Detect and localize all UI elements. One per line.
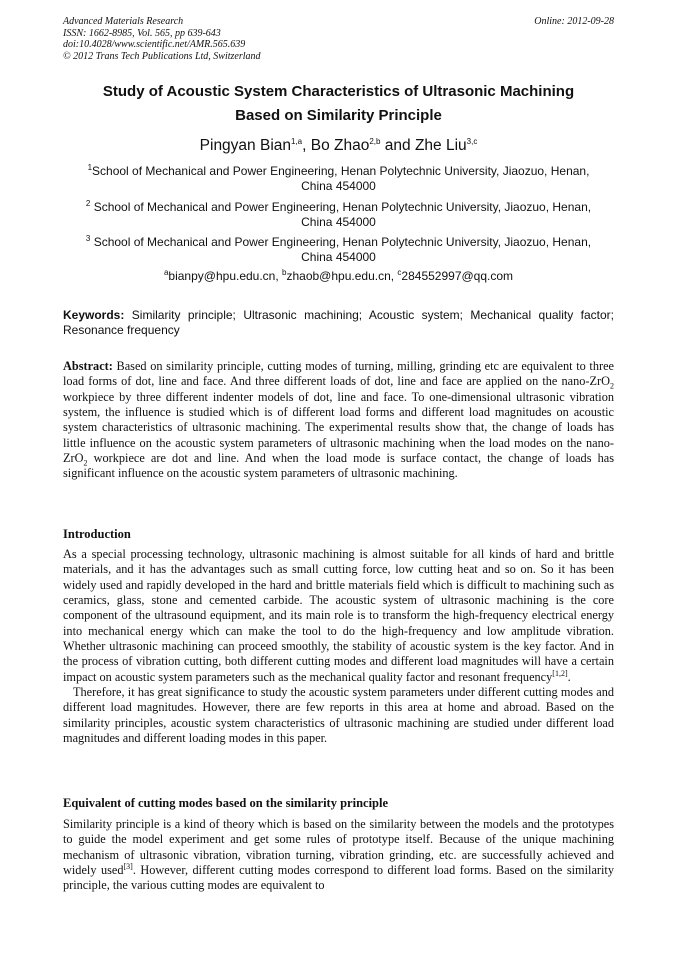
journal-name: Advanced Materials Research	[63, 16, 184, 27]
affiliation-1	[63, 164, 614, 194]
intro-para-1: As a special processing technology, ultrasonic machining is almost suitable for all kinds of hard and brittle materials, and it has the advantages such as small cutting force, low cutting heat and so on. So it has been widely used and rapidly developed in the hard and brittle materials field which is difficult to machining such as ceramics, glass, stone and cemented carbide. The acoustic system of ultrasonic machining is the core component of the ultrasound equipment, and its main role is to transform the high-frequency electrical energy into mechanical energy which can make the tool to do the high-frequency and low amplitude vibration. Whether ultrasonic machining can proceed smoothly, the stability of acoustic system is the key factor. And in the process of vibration cutting, both different cutting modes and different load magnitudes will have a certain impact on acoustic system parameters such as the mechanical quality factor and resonant frequency	[63, 547, 614, 684]
keywords-text: Similarity principle; Ultrasonic machining; Acoustic system; Mechanical quality factor; Resonance frequency	[63, 308, 614, 337]
introduction-body	[63, 547, 614, 746]
affiliation-3-num: 3	[85, 234, 91, 243]
abstract-sub-2: 2	[83, 458, 88, 468]
paper-title	[63, 80, 614, 128]
email-2: zhaob@hpu.edu.cn,	[286, 269, 398, 283]
title-line-2: Based on Similarity Principle	[235, 107, 442, 124]
intro-para-2: Therefore, it has great significance to study the acoustic system parameters under different cutting modes and different load magnitudes. However, there are few reports in this area at home and abroad. Based on the similarity principles, acoustic system characteristics of ultrasonic machining are studied under different load magnitudes and different loading modes in this paper.	[63, 685, 614, 746]
affiliation-1-line-2: China 454000	[301, 179, 376, 193]
issn-line: ISSN: 1662-8985, Vol. 565, pp 639-643	[63, 27, 221, 39]
email-3: 284552997@qq.com	[401, 269, 514, 283]
online-date: Online: 2012-09-28	[534, 16, 614, 27]
email-list	[63, 269, 614, 284]
section-2-para-1-end: . However, different cutting modes correspond to different load forms. Based on the similarity principle, the various cutting modes are equivalent to	[63, 863, 614, 893]
affiliation-1-line-1: School of Mechanical and Power Engineering, Henan Polytechnic University, Jiaozuo, Henan,	[92, 164, 590, 178]
section-2-heading: Equivalent of cutting modes based on the similarity principle	[63, 796, 389, 810]
affiliation-3	[63, 235, 614, 265]
abstract-text-3: workpiece are dot and line. And when the load mode is surface contact, the change of loads has significant influence on the acoustic system parameters of ultrasonic machining.	[63, 451, 614, 481]
affiliation-3-line-2: China 454000	[301, 250, 376, 264]
abstract-label: Abstract:	[63, 359, 113, 373]
section-2-para-1: Similarity principle is a kind of theory which is based on the similarity between the models and the prototypes to guide the model experiment and get some rules of prototype itself. Because of the unique machining mechanism of ultrasonic vibration, vibration turning, vibration grinding, etc. are successfully achieved and widely used	[63, 817, 614, 878]
email-c-sup: c	[397, 268, 402, 277]
abstract-text-1: Based on similarity principle, cutting modes of turning, milling, grinding etc are equivalent to three load forms of dot, line and face. And three different loads of dot, line and face are applied on the nano-ZrO	[63, 359, 614, 389]
affiliation-3-line-1: School of Mechanical and Power Engineering, Henan Polytechnic University, Jiaozuo, Henan,	[90, 235, 592, 249]
keywords-label: Keywords:	[63, 308, 125, 322]
affiliation-2-line-2: China 454000	[301, 215, 376, 229]
author-2: Bo Zhao	[310, 137, 370, 154]
intro-para-1-end: .	[567, 669, 571, 684]
author-3-sup: 3,c	[466, 136, 478, 146]
affiliation-2-num: 2	[85, 199, 91, 208]
copyright-line: © 2012 Trans Tech Publications Ltd, Switzerland	[63, 50, 261, 62]
author-1-sup: 1,a	[291, 136, 303, 146]
keywords	[63, 308, 614, 337]
abstract-text-2: workpiece by three different indenter models of dot, line and face. To one-dimensional ultrasonic vibration system, the influence is studied which is of different load forms and different load magnitudes on acoustic system characteristics of ultrasonic machining. The experimental results show that, the change of loads has little influence on the acoustic system parameters of ultrasonic machining when the load modes on the nano-ZrO	[63, 389, 614, 466]
affiliation-2-line-1: School of Mechanical and Power Engineering, Henan Polytechnic University, Jiaozuo, Henan,	[90, 200, 592, 214]
section-2-body	[63, 817, 614, 894]
email-b-sup: b	[282, 268, 287, 277]
introduction-heading: Introduction	[63, 527, 131, 541]
affiliation-1-num: 1	[87, 163, 93, 172]
author-sep-2: and	[380, 137, 415, 154]
doi-line: doi:10.4028/www.scientific.net/AMR.565.639	[63, 39, 246, 50]
author-2-sup: 2,b	[369, 136, 381, 146]
title-line-1: Study of Acoustic System Characteristics of Ultrasonic Machining	[102, 83, 575, 100]
author-sep-1: ,	[302, 137, 311, 154]
affiliation-2	[63, 200, 614, 230]
abstract-sub-1: 2	[610, 381, 614, 391]
email-1: bianpy@hpu.edu.cn,	[168, 269, 283, 283]
email-a-sup: a	[163, 268, 169, 277]
journal-info	[63, 16, 261, 62]
author-3: Zhe Liu	[414, 137, 467, 154]
section-2-ref: [3]	[123, 861, 133, 871]
author-1: Pingyan Bian	[199, 137, 291, 154]
author-list	[63, 136, 614, 156]
intro-ref-1: [1,2]	[552, 668, 568, 678]
abstract	[63, 359, 614, 482]
